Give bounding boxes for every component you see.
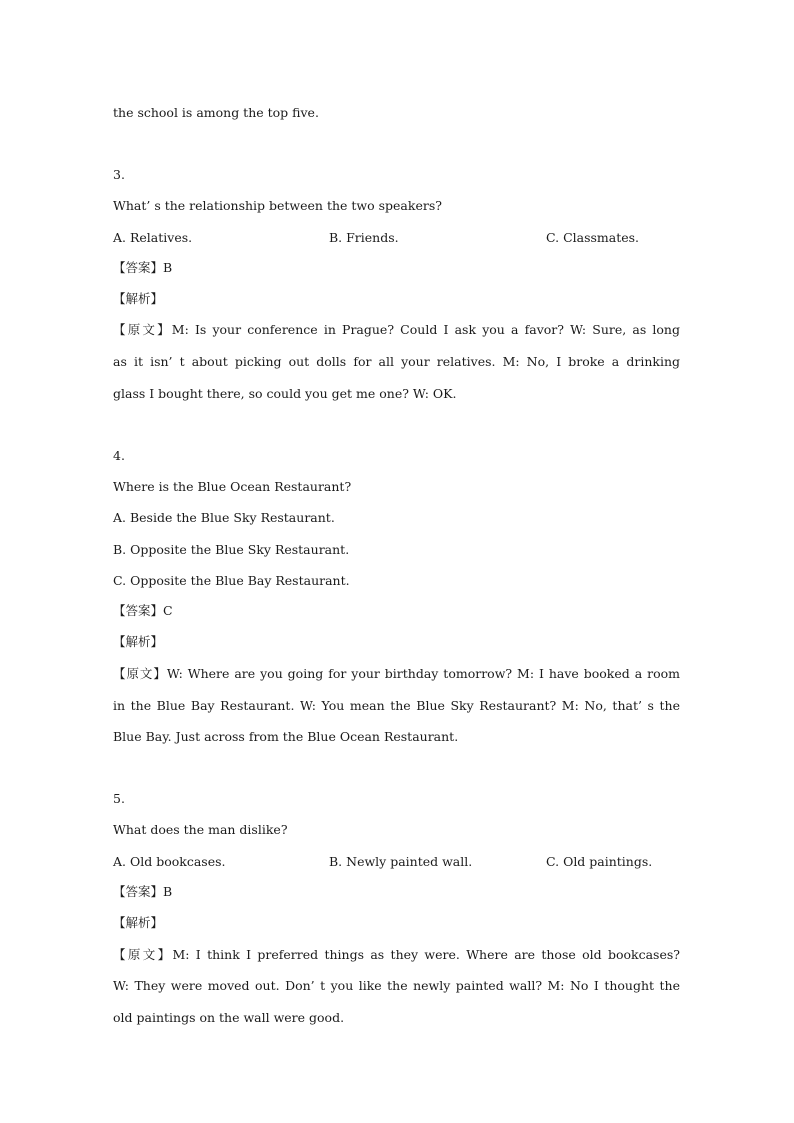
- transcript-label: 【原文】: [113, 322, 172, 337]
- question-3-number: 3.: [113, 167, 125, 182]
- question-3-transcript-line: as it isn’ t about picking out dolls for all your relatives. M: No, I broke a drinking: [113, 354, 680, 369]
- question-4-option-c: C. Opposite the Blue Bay Restaurant.: [113, 573, 350, 588]
- question-3-option-a: A. Relatives.: [113, 230, 193, 245]
- question-4-stem: Where is the Blue Ocean Restaurant?: [113, 479, 352, 494]
- transcript-label: 【原文】: [113, 947, 173, 962]
- question-4-transcript-line: Blue Bay. Just across from the Blue Ocean Restaurant.: [113, 729, 459, 744]
- question-3-analysis-label: 【解析】: [113, 291, 164, 306]
- question-3-transcript-line: glass I bought there, so could you get me one? W: OK.: [113, 386, 457, 401]
- answer-value: B: [163, 884, 173, 899]
- question-4-number: 4.: [113, 448, 125, 463]
- question-4-transcript-line: [113, 666, 680, 682]
- intro-line: the school is among the top five.: [113, 105, 319, 120]
- question-5-option-c: C. Old paintings.: [546, 854, 653, 869]
- answer-label: 【答案】: [113, 884, 164, 899]
- question-5-number: 5.: [113, 791, 125, 806]
- answer-label: 【答案】: [113, 603, 164, 618]
- answer-label: 【答案】: [113, 260, 164, 275]
- question-3-stem: What’ s the relationship between the two speakers?: [113, 198, 442, 213]
- question-5-option-b: B. Newly painted wall.: [329, 854, 473, 869]
- question-5-option-a: A. Old bookcases.: [113, 854, 226, 869]
- question-4-transcript-line: in the Blue Bay Restaurant. W: You mean the Blue Sky Restaurant? M: No, that’ s the: [113, 698, 680, 713]
- question-4-option-b: B. Opposite the Blue Sky Restaurant.: [113, 542, 350, 557]
- question-5-transcript-line: W: They were moved out. Don’ t you like the newly painted wall? M: No I thought the: [113, 978, 680, 993]
- question-4-option-a: A. Beside the Blue Sky Restaurant.: [113, 510, 335, 525]
- question-3-option-c: C. Classmates.: [546, 230, 640, 245]
- transcript-text: M: I think I preferred things as they were. Where are those old bookcases?: [172, 947, 680, 962]
- question-4-answer: [113, 603, 173, 619]
- question-5-transcript-line: old paintings on the wall were good.: [113, 1010, 345, 1025]
- question-5-answer: [113, 884, 172, 900]
- question-4-analysis-label: 【解析】: [113, 634, 164, 649]
- transcript-text: M: Is your conference in Prague? Could I ask you a favor? W: Sure, as long: [171, 322, 680, 337]
- answer-value: B: [163, 260, 173, 275]
- question-5-analysis-label: 【解析】: [113, 915, 164, 930]
- question-3-answer: [113, 260, 172, 276]
- question-5-stem: What does the man dislike?: [113, 822, 288, 837]
- question-5-transcript-line: [113, 947, 680, 963]
- question-3-transcript-line: [113, 322, 680, 338]
- transcript-label: 【原文】: [113, 666, 167, 681]
- answer-value: C: [163, 603, 173, 618]
- transcript-text: W: Where are you going for your birthday tomorrow? M: I have booked a room: [166, 666, 680, 681]
- question-3-option-b: B. Friends.: [329, 230, 399, 245]
